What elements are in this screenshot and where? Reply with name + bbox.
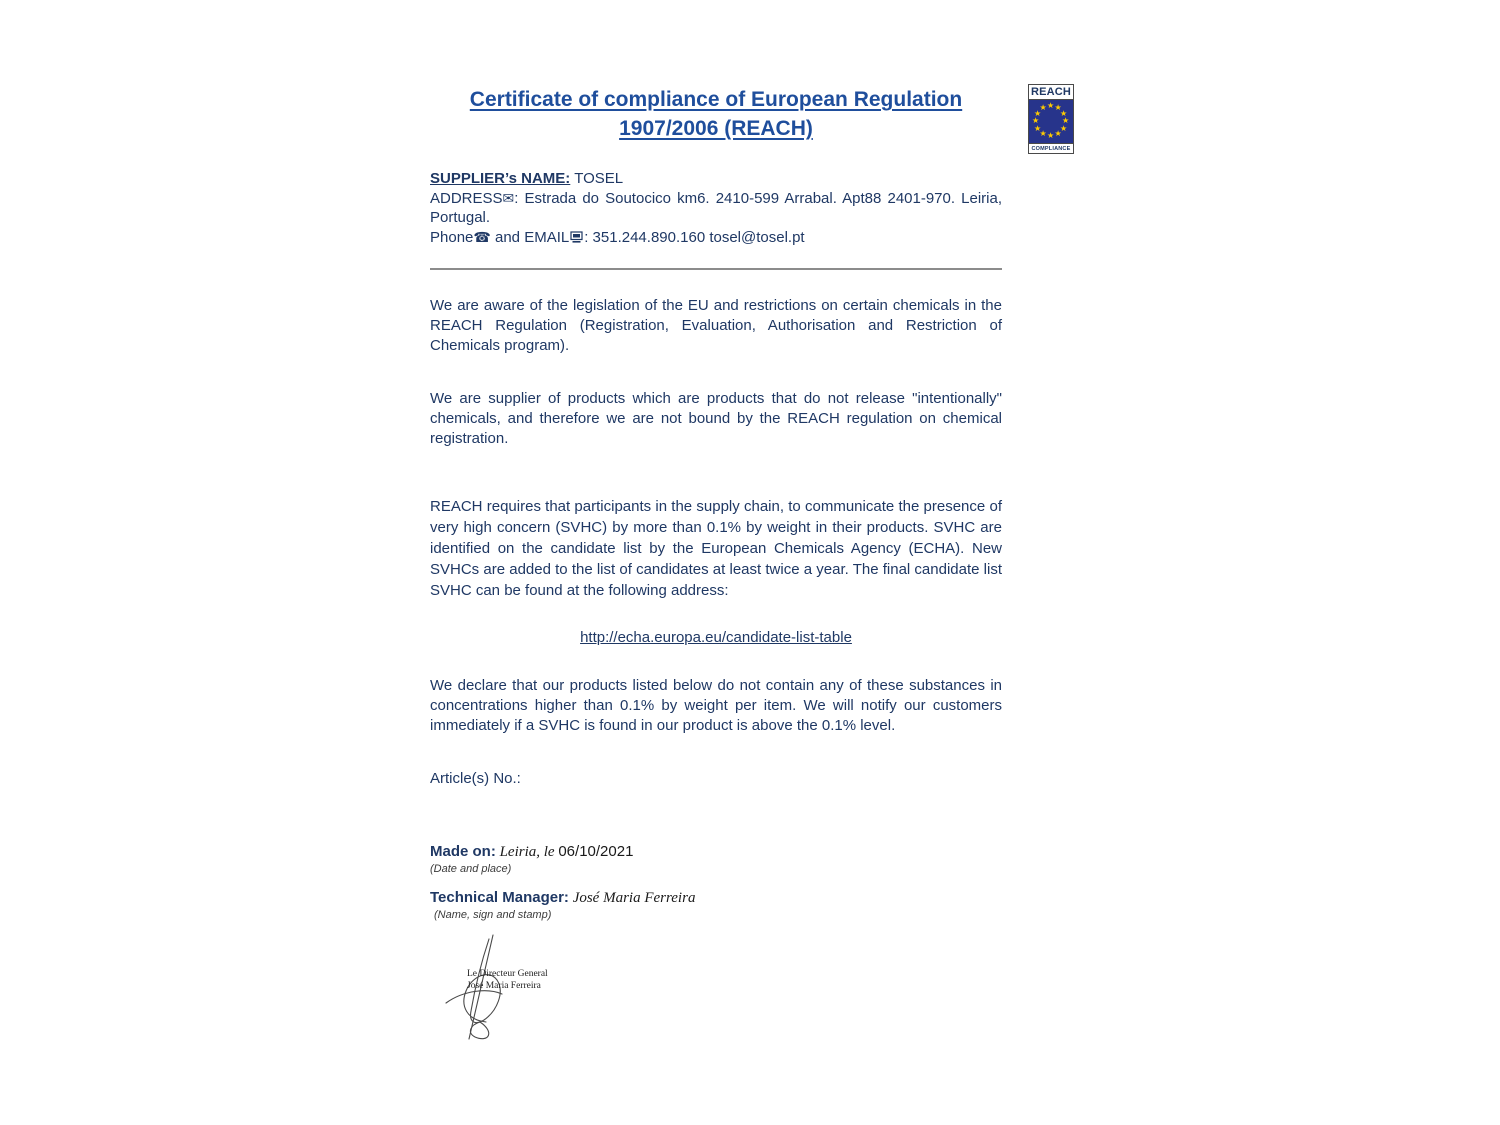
horizontal-rule — [430, 268, 1002, 270]
contact-value: : 351.244.890.160 tosel@tosel.pt — [584, 228, 805, 246]
phone-label: Phone — [430, 228, 474, 246]
paragraph-awareness: We are aware of the legislation of the EU and restrictions on certain chemicals in the REACH Regulation (Registration, Evaluation, Authorisation and Restriction of Chemicals program). — [430, 297, 1002, 354]
technical-manager-label: Technical Manager: — [430, 889, 569, 906]
article-number-line: Article(s) No.: — [430, 770, 521, 787]
signature-text-line2: José Maria Ferreira — [467, 981, 541, 991]
email-label: and EMAIL — [490, 228, 570, 246]
supplier-address-line — [430, 189, 1002, 228]
paragraph-supplier-statement: We are supplier of products which are products that do not release "intentionally" chemicals, and therefore we are not bound by the REACH regulation on chemical registration. — [430, 390, 1002, 447]
document-body — [430, 85, 1002, 1045]
candidate-list-link[interactable]: http://echa.europa.eu/candidate-list-table — [580, 629, 852, 646]
technical-manager-line — [430, 889, 1002, 907]
technical-manager-name: José Maria Ferreira — [568, 890, 696, 906]
reach-logo-compliance: COMPLIANCE — [1028, 144, 1074, 154]
reach-logo-title: REACH — [1028, 84, 1074, 100]
supplier-name-label: SUPPLIER’s NAME: — [430, 170, 571, 187]
star-icon: ★ — [1060, 108, 1068, 118]
paragraph-reach-requirements: REACH requires that participants in the supply chain, to communicate the presence of very high concern (SVHC) by more than 0.1% by weight in their products. SVHC are identified on the candidate list by the European Chemicals Agency (ECHA). New SVHCs are added to the list of candidates at least twice a year. The final candidate list SVHC can be found at the following address: — [430, 498, 1002, 599]
star-icon: ★ — [1054, 129, 1062, 138]
signature-text — [467, 968, 548, 992]
star-icon: ★ — [1039, 129, 1047, 138]
star-icon: ★ — [1060, 123, 1068, 133]
star-icon: ★ — [1047, 131, 1055, 140]
signature-text-line1: Le Directeur General — [467, 969, 548, 979]
envelope-icon: ✉ — [502, 189, 515, 206]
name-sign-stamp-caption: (Name, sign and stamp) — [434, 909, 552, 921]
star-icon: ★ — [1047, 101, 1055, 110]
signature-block — [434, 933, 604, 1045]
candidate-list-link-row — [430, 629, 1002, 646]
star-icon: ★ — [1054, 103, 1062, 112]
page-title-line1: Certificate of compliance of European Regulation — [469, 88, 963, 111]
made-on-place: Leiria, le — [495, 844, 559, 860]
address-label: ADDRESS — [430, 189, 503, 207]
paragraph-declaration: We declare that our products listed below do not contain any of these substances in concentrations higher than 0.1% by weight per item. We will notify our customers immediately if a SVHC is found in our product is above the 0.1% level. — [430, 677, 1002, 734]
email-icon — [570, 231, 583, 243]
star-icon: ★ — [1032, 116, 1040, 125]
phone-icon: ☎ — [473, 228, 491, 245]
eu-flag-icon — [1028, 100, 1074, 144]
address-value: : Estrada do Soutocico km6. 2410-599 Arrabal. Apt88 2401-970. Leiria, Portugal. — [430, 189, 1002, 226]
star-icon: ★ — [1062, 116, 1070, 125]
star-icon: ★ — [1034, 123, 1042, 133]
reach-compliance-logo — [1028, 84, 1074, 154]
supplier-contact-line — [430, 228, 1002, 248]
supplier-name-value: TOSEL — [570, 170, 624, 187]
star-icon: ★ — [1039, 103, 1047, 112]
page-title — [430, 85, 1002, 143]
made-on-date: 06/10/2021 — [558, 843, 634, 860]
supplier-name-line — [430, 169, 1002, 189]
page-title-line2: 1907/2006 (REACH) — [619, 117, 813, 140]
supplier-block — [430, 169, 1002, 247]
made-on-label: Made on: — [430, 843, 496, 860]
star-icon: ★ — [1034, 108, 1042, 118]
date-place-caption: (Date and place) — [430, 863, 512, 875]
made-on-line — [430, 843, 1002, 861]
